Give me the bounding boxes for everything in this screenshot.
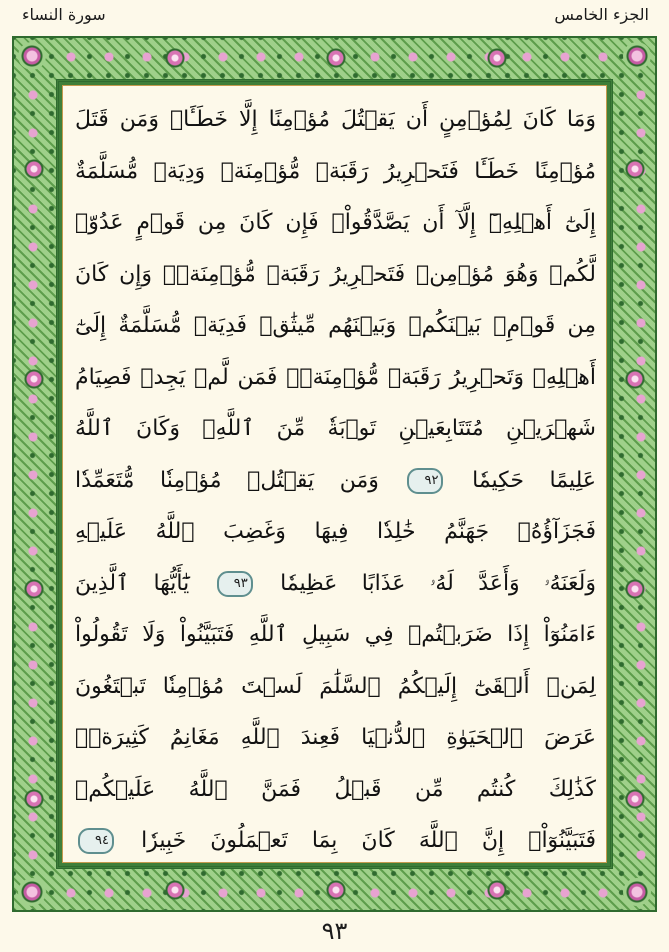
page-number: ٩٣ (321, 917, 348, 945)
ayah-number-marker: ٩٣ (217, 571, 253, 597)
text-line (75, 815, 596, 867)
ayah-number-marker: ٩٢ (407, 468, 443, 494)
side-rosette-icon (325, 879, 347, 901)
text-panel (62, 85, 607, 863)
text-line (75, 146, 596, 198)
page-header (0, 0, 669, 34)
line-text: وَمَن يَقۡتُلۡ مُؤۡمِنٗا مُّتَعَمِّدٗا (75, 467, 379, 493)
corner-rosette-icon (18, 42, 46, 70)
side-rosette-icon (164, 47, 186, 69)
juz-label: الجزء الخامس (554, 5, 649, 24)
corner-rosette-icon (18, 878, 46, 906)
verse-lines (75, 94, 596, 867)
line-text: ءَامَنُوٓاْ إِذَا ضَرَبۡتُمۡ فِي سَبِيلِ ٱللَّهِ فَتَبَيَّنُواْ وَلَا تَقُولُواْ (75, 622, 596, 647)
line-text: إِلَىٰٓ أَهۡلِهِۦٓ إِلَّآ أَن يَصَّدَّقُواْۚ فَإِن كَانَ مِن قَوۡمٍ عَدُوّٖ (75, 210, 596, 235)
text-line (75, 352, 596, 404)
side-rosette-icon (624, 368, 646, 390)
text-line (75, 506, 596, 558)
line-text: وَمَا كَانَ لِمُؤۡمِنٍ أَن يَقۡتُلَ مُؤۡمِنًا إِلَّا خَطَـَٔاۚ وَمَن قَتَلَ (75, 107, 596, 132)
line-text: فَتَبَيَّنُوٓاْۚ إِنَّ ٱللَّهَ كَانَ بِمَا تَعۡمَلُونَ خَبِيرٗا (141, 828, 596, 853)
text-line (75, 197, 596, 249)
line-text: عَرَضَ ٱلۡحَيَوٰةِ ٱلدُّنۡيَا فَعِندَ ٱللَّهِ مَغَانِمُ كَثِيرَةٞۚ (75, 725, 596, 750)
text-line (75, 300, 596, 352)
line-text: مُؤۡمِنًا خَطَـَٔا فَتَحۡرِيرُ رَقَبَةٖ مُّؤۡمِنَةٖ وَدِيَةٞ مُّسَلَّمَةٌ (75, 158, 596, 184)
side-rosette-icon (23, 158, 45, 180)
text-line (75, 661, 596, 713)
line-text: مِن قَوۡمِۭ بَيۡنَكُمۡ وَبَيۡنَهُم مِّيثَٰقٞ فَدِيَةٞ مُّسَلَّمَةٌ إِلَىٰٓ (75, 313, 596, 338)
line-text: شَهۡرَيۡنِ مُتَتَابِعَيۡنِ تَوۡبَةٗ مِّنَ ٱللَّهِۗ وَكَانَ ٱللَّهُ (75, 416, 596, 441)
line-text: عَلِيمًا حَكِيمٗا (472, 467, 596, 493)
text-line (75, 94, 596, 146)
line-text: يَٰٓأَيُّهَا ٱلَّذِينَ (75, 570, 190, 596)
side-rosette-icon (624, 158, 646, 180)
line-text: وَلَعَنَهُۥ وَأَعَدَّ لَهُۥ عَذَابًا عَظِيمٗا (280, 570, 596, 596)
line-text: لِمَنۡ أَلۡقَىٰٓ إِلَيۡكُمُ ٱلسَّلَٰمَ لَسۡتَ مُؤۡمِنٗا تَبۡتَغُونَ (75, 673, 596, 699)
text-line (75, 609, 596, 661)
side-rosette-icon (325, 47, 347, 69)
line-text: لَّكُمۡ وَهُوَ مُؤۡمِنٞ فَتَحۡرِيرُ رَقَبَةٖ مُّؤۡمِنَةٖۖ وَإِن كَانَ (75, 261, 596, 287)
ayah-number-marker: ٩٤ (78, 828, 114, 854)
line-text: فَجَزَآؤُهُۥ جَهَنَّمُ خَٰلِدٗا فِيهَا وَغَضِبَ ٱللَّهُ عَلَيۡهِ (75, 519, 596, 544)
side-rosette-icon (486, 879, 508, 901)
text-line (75, 455, 596, 507)
text-line (75, 249, 596, 301)
corner-rosette-icon (623, 42, 651, 70)
text-line (75, 403, 596, 455)
text-line (75, 764, 596, 816)
side-rosette-icon (624, 788, 646, 810)
surah-label: سورة النساء (22, 5, 106, 24)
ornamental-border (12, 36, 657, 912)
text-line (75, 712, 596, 764)
side-rosette-icon (624, 578, 646, 600)
text-line (75, 558, 596, 610)
side-rosette-icon (23, 578, 45, 600)
side-rosette-icon (164, 879, 186, 901)
side-rosette-icon (486, 47, 508, 69)
side-rosette-icon (23, 788, 45, 810)
corner-rosette-icon (623, 878, 651, 906)
side-rosette-icon (23, 368, 45, 390)
line-text: كَذَٰلِكَ كُنتُم مِّن قَبۡلُ فَمَنَّ ٱللَّهُ عَلَيۡكُمۡ (75, 776, 596, 802)
line-text: أَهۡلِهِۦ وَتَحۡرِيرُ رَقَبَةٖ مُّؤۡمِنَةٖۖ فَمَن لَّمۡ يَجِدۡ فَصِيَامُ (75, 364, 596, 390)
